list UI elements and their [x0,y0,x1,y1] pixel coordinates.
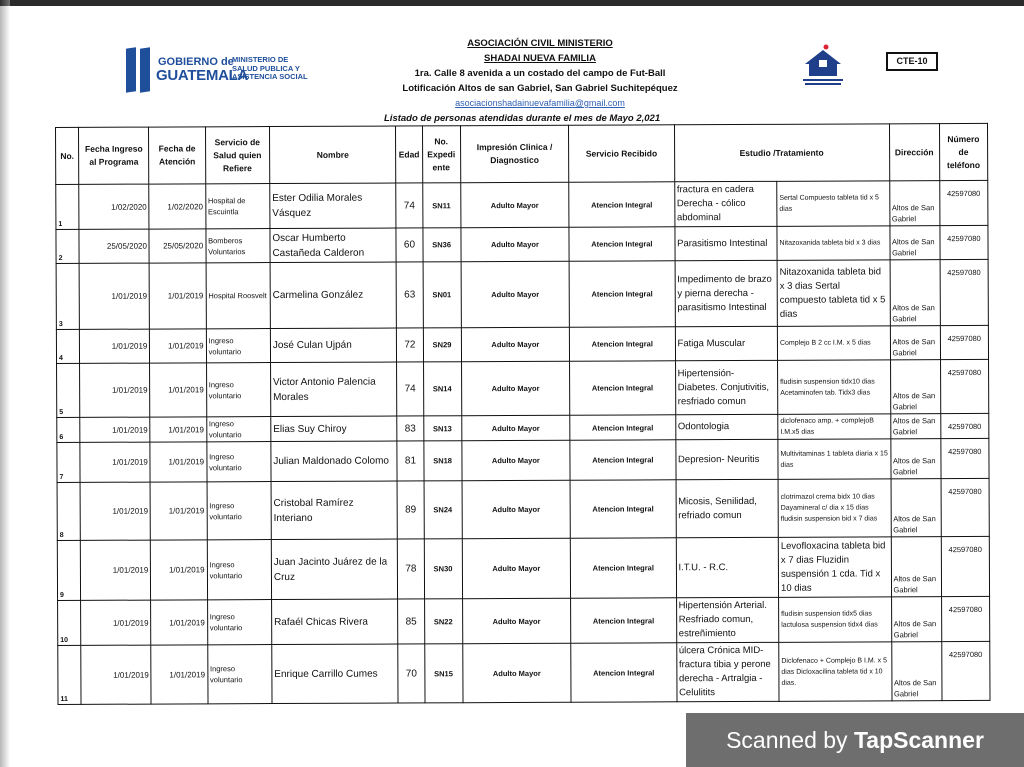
fecha-ingreso: 1/01/2019 [80,482,151,540]
servicio-refiere: Ingreso voluntario [207,645,272,704]
patient-age: 70 [398,644,424,703]
tratamiento: fludisin suspension tidx10 dias Acetaminofen tab. Tidx3 dias [778,360,891,414]
estudio-diagnostico: Parasitismo Intestinal [675,226,778,260]
expediente-number: SN18 [423,441,461,481]
patient-age: 74 [396,183,422,228]
tratamiento: Sertal Compuesto tableta tid x 5 dias [777,181,890,226]
servicio-refiere: Ingreso voluntario [206,363,271,417]
gov-logo-line1: GOBIERNO de [158,56,234,68]
col-header-expediente: No. Expedi ente [422,126,460,183]
direccion: Altos de San Gabriel [890,439,940,479]
patient-name: Juan Jacinto Juárez de la Cruz [271,539,398,600]
table-row [57,438,989,482]
col-header-fecha-atencion: Fecha de Atención [149,127,205,184]
telefono: 42597080 [941,596,989,641]
patient-name: Julian Maldonado Colomo [271,441,398,482]
servicio-recibido: Atencion Integral [570,327,676,361]
fecha-atencion: 25/05/2020 [149,229,205,263]
telefono: 42597080 [941,478,990,536]
fecha-ingreso: 1/01/2019 [79,329,149,363]
row-number: 11 [58,645,81,704]
expediente-number: SN22 [424,599,462,644]
impresion-clinica: Adulto Mayor [462,643,571,702]
table-row [58,641,990,704]
fecha-ingreso: 1/01/2019 [79,263,150,329]
tratamiento: Complejo B 2 cc I.M. x 5 dias [777,326,890,360]
fecha-atencion: 1/01/2019 [151,600,207,645]
patient-name: Victor Antonio Palencia Morales [270,362,397,417]
col-header-no: No. [56,127,79,184]
direccion: Altos de San Gabriel [889,181,939,226]
fecha-atencion: 1/01/2019 [150,363,206,417]
col-header-nombre: Nombre [269,126,396,184]
servicio-refiere: Ingreso voluntario [207,540,272,600]
direccion: Altos de San Gabriel [890,326,940,360]
estudio-diagnostico: Hipertensión Arterial. Resfriado comun, estreñimiento [676,597,779,642]
watermark-prefix: Scanned by [726,727,854,753]
patient-age: 63 [397,262,423,328]
row-number: 6 [57,417,80,442]
patients-table [55,123,991,705]
row-number: 9 [57,540,80,600]
servicio-refiere: Ingreso voluntario [207,600,271,645]
document-header [380,36,700,111]
col-header-direccion: Dirección [889,124,939,181]
telefono: 42597080 [940,413,988,438]
tratamiento: Nitazoxanida tableta bid x 3 dias Sertal compuesto tableta tid x 5 dias [777,260,890,326]
table-row [56,259,988,329]
telefono: 42597080 [939,180,987,225]
servicio-refiere: Hospital de Escuintla [205,184,269,229]
estudio-diagnostico: fractura en cadera Derecha - cólico abdominal [674,181,777,226]
patient-age: 74 [397,362,423,416]
impresion-clinica: Adulto Mayor [462,440,571,480]
expediente-number: SN29 [423,328,461,362]
patient-age: 60 [396,228,422,262]
org-name-line2: SHADAI NUEVA FAMILIA [484,53,596,64]
telefono: 42597080 [940,225,988,259]
row-number: 8 [57,482,80,540]
patient-name: Carmelina González [270,262,397,329]
servicio-recibido: Atencion Integral [570,415,676,440]
col-header-estudio-tratamiento: Estudio /Tratamiento [674,124,889,182]
patient-age: 83 [397,416,423,441]
table-row [57,359,989,417]
servicio-recibido: Atencion Integral [571,643,677,702]
tratamiento: fludisin suspension tidx5 dias lactulosa suspension tidx4 dias [779,597,892,642]
tratamiento: Diclofenaco + Complejo B I.M. x 5 dias Dicloxacilina tableta tid x 10 dias. [779,642,892,701]
scan-shadow [0,0,10,767]
telefono: 42597080 [940,259,989,325]
expediente-number: SN30 [424,539,462,599]
col-header-telefono: Número de teléfono [939,123,988,180]
fecha-ingreso: 1/02/2020 [79,184,149,229]
estudio-diagnostico: Depresion- Neuritis [675,439,778,479]
fecha-ingreso: 1/01/2019 [80,540,151,600]
servicio-refiere: Bomberos Voluntarios [206,229,270,263]
direccion: Altos de San Gabriel [891,642,941,701]
impresion-clinica: Adulto Mayor [461,227,570,261]
estudio-diagnostico: Fatiga Muscular [675,326,778,360]
patient-age: 89 [397,481,423,539]
expediente-number: SN13 [423,416,461,441]
row-number: 1 [56,184,79,229]
impresion-clinica: Adulto Mayor [462,480,571,538]
address-line2: Lotificación Altos de san Gabriel, San Gabriel Suchitepéquez [402,83,678,94]
patient-name: Enrique Carrillo Cumes [272,644,399,704]
direccion: Altos de San Gabriel [889,226,939,260]
servicio-recibido: Atencion Integral [569,227,675,261]
row-number: 7 [57,442,80,482]
table-row [57,478,989,540]
servicio-recibido: Atencion Integral [570,480,676,538]
servicio-refiere: Ingreso voluntario [207,442,271,482]
expediente-number: SN36 [422,228,460,262]
patient-name: Ester Odilia Morales Vásquez [270,183,397,229]
telefono: 42597080 [941,641,990,700]
col-header-fecha-ingreso: Fecha Ingreso al Programa [79,127,150,184]
table-header-row [56,123,988,184]
guatemala-flag-bars-icon [126,48,152,92]
table-row [56,325,988,363]
direccion: Altos de San Gabriel [891,479,941,537]
row-number: 10 [58,600,81,645]
gobierno-guatemala-logo [124,46,308,96]
row-number: 2 [56,229,79,263]
estudio-diagnostico: Micosis, Senilidad, refriado comun [676,479,779,537]
telefono: 42597080 [940,359,989,413]
fecha-atencion: 1/01/2019 [150,329,206,363]
expediente-number: SN15 [424,644,462,703]
col-header-servicio-recibido: Servicio Recibido [569,125,675,182]
org-name-line1: ASOCIACIÓN CIVIL MINISTERIO [467,38,613,49]
expediente-number: SN11 [422,183,460,228]
patient-age: 72 [397,328,423,362]
estudio-diagnostico: Hipertensión- Diabetes. Conjutivitis, resfriado comun [675,360,778,414]
telefono: 42597080 [940,325,988,359]
direccion: Altos de San Gabriel [891,597,941,642]
servicio-recibido: Atencion Integral [569,182,675,227]
patient-name: Rafaél Chicas Rivera [271,599,398,645]
impresion-clinica: Adulto Mayor [461,261,570,327]
expediente-number: SN01 [423,262,461,328]
document-subtitle: Listado de personas atendidas durante el mes de Mayo 2,021 [384,113,661,124]
row-number: 3 [56,263,79,329]
email-link[interactable]: asociacionshadainuevafamilia@gmail.com [455,98,625,108]
col-header-servicio-refiere: Servicio de Salud quien Refiere [205,127,270,184]
table-row [56,180,988,229]
patient-age: 78 [398,539,424,599]
watermark-brand: TapScanner [853,727,984,753]
direccion: Altos de San Gabriel [891,537,941,597]
fecha-atencion: 1/01/2019 [151,645,207,704]
servicio-refiere: Ingreso voluntario [206,417,270,442]
row-number: 5 [57,363,80,417]
impresion-clinica: Adulto Mayor [462,538,571,598]
fecha-ingreso: 1/01/2019 [81,600,151,645]
tratamiento: clotrimazol crema bidx 10 dias Dayamineral c/ dia x 15 dias fludisin suspension bid x 7 dias [778,479,891,537]
estudio-diagnostico: Odontologia [675,414,778,439]
impresion-clinica: Adulto Mayor [461,361,570,415]
patient-name: Oscar Humberto Castañeda Calderon [270,228,397,263]
tratamiento: diclofenaco amp. + complejoB I.M.x5 dias [778,414,891,439]
impresion-clinica: Adulto Mayor [460,182,569,227]
servicio-recibido: Atencion Integral [571,598,677,643]
patient-age: 81 [397,441,423,481]
telefono: 42597080 [941,536,990,596]
telefono: 42597080 [941,438,989,478]
shadai-house-logo-icon [795,44,851,86]
fecha-atencion: 1/01/2019 [150,417,206,442]
servicio-refiere: Ingreso voluntario [206,329,270,363]
estudio-diagnostico: I.T.U. - R.C. [676,537,779,597]
fecha-ingreso: 1/01/2019 [81,645,152,704]
expediente-number: SN14 [423,362,461,416]
table-row [58,596,990,645]
patient-age: 85 [398,599,424,644]
direccion: Altos de San Gabriel [890,414,940,439]
row-number: 4 [56,329,79,363]
fecha-atencion: 1/01/2019 [150,482,206,540]
fecha-ingreso: 25/05/2020 [79,229,149,263]
tratamiento: Nitazoxanida tableta bid x 3 dias [777,226,890,260]
fecha-atencion: 1/02/2020 [149,184,205,229]
impresion-clinica: Adulto Mayor [462,598,571,643]
patient-name: Elias Suy Chiroy [271,416,398,442]
impresion-clinica: Adulto Mayor [461,415,570,440]
estudio-diagnostico: úlcera Crónica MID- fractura tibia y perone derecha - Artralgia - Celulitits [676,642,779,701]
servicio-recibido: Atencion Integral [569,261,675,327]
fecha-ingreso: 1/01/2019 [80,442,150,482]
fecha-atencion: 1/01/2019 [149,263,206,329]
impresion-clinica: Adulto Mayor [461,327,570,361]
address-line1: 1ra. Calle 8 avenida a un costado del campo de Fut-Ball [414,68,666,79]
patient-name: José Culan Ujpán [270,328,397,363]
tratamiento: Levofloxacina tableta bid x 7 dias Fluzidin suspensión 1 cda. Tid x 10 dias [778,537,891,597]
servicio-recibido: Atencion Integral [570,440,676,480]
servicio-refiere: Ingreso voluntario [207,482,272,540]
ministry-name: MINISTERIO DE SALUD PUBLICA Y ASISTENCIA SOCIAL [232,55,308,81]
col-header-impresion: Impresión Clinica / Diagnostico [460,125,569,182]
fecha-ingreso: 1/01/2019 [80,417,150,442]
servicio-refiere: Hospital Roosvelt [206,263,271,329]
direccion: Altos de San Gabriel [890,360,940,414]
col-header-edad: Edad [396,126,422,183]
fecha-atencion: 1/01/2019 [150,442,206,482]
scan-edge [0,0,1024,6]
servicio-recibido: Atencion Integral [570,538,676,598]
table-row [57,536,989,600]
table-row [56,225,988,263]
fecha-atencion: 1/01/2019 [151,540,207,600]
fecha-ingreso: 1/01/2019 [80,363,151,417]
estudio-diagnostico: Impedimento de brazo y pierna derecha - parasitismo Intestinal [675,260,778,326]
tratamiento: Multivitaminas 1 tableta diaria x 15 dias [778,439,891,479]
direccion: Altos de San Gabriel [890,260,940,326]
gov-logo-line2: GUATEMALA [156,67,249,84]
tapscanner-watermark [686,713,1024,767]
expediente-number: SN24 [424,481,462,539]
patient-name: Cristobal Ramírez Interiano [271,481,398,540]
servicio-recibido: Atencion Integral [570,361,676,415]
form-code-box: CTE-10 [886,52,938,71]
